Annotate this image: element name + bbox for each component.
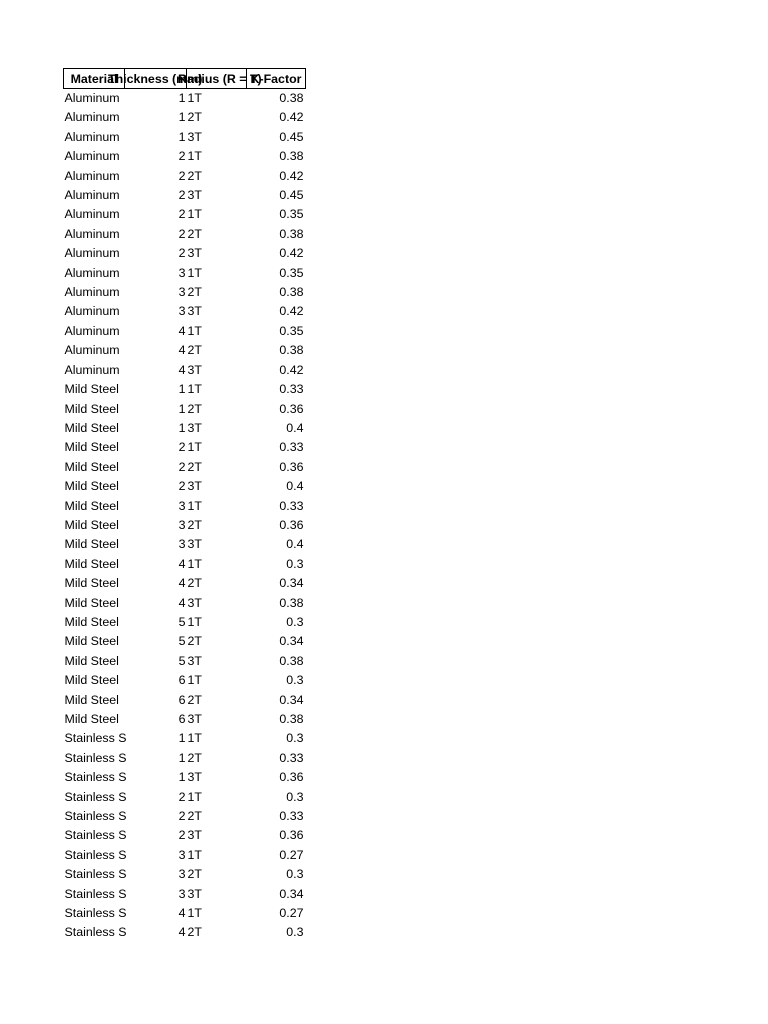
cell-thickness[interactable]: 2 — [178, 440, 186, 455]
table-row — [64, 225, 306, 244]
cell-thickness[interactable]: 2 — [178, 246, 186, 261]
cell-material[interactable]: Aluminum — [64, 304, 120, 319]
header-material: Material — [64, 69, 125, 89]
table-row — [64, 322, 306, 341]
header-thickness-text: Thickness (mm) — [108, 71, 203, 86]
table-row — [64, 923, 306, 942]
cell-radius[interactable]: 3T — [187, 653, 202, 668]
cell-k-factor[interactable]: 0.35 — [279, 265, 304, 280]
cell-radius[interactable]: 1T — [187, 614, 202, 629]
cell-thickness[interactable]: 1 — [178, 129, 186, 144]
table-row — [64, 691, 306, 710]
cell-material[interactable]: Mild Steel — [64, 634, 119, 649]
cell-material[interactable]: Aluminum — [64, 188, 120, 203]
table-row — [64, 788, 306, 807]
cell-k-factor[interactable]: 0.42 — [279, 168, 304, 183]
cell-k-factor[interactable]: 0.36 — [279, 401, 304, 416]
cell-k-factor[interactable]: 0.38 — [279, 712, 304, 726]
table-row — [64, 632, 306, 651]
cell-thickness[interactable]: 3 — [178, 517, 186, 532]
cell-thickness[interactable]: 3 — [178, 537, 186, 552]
cell-material[interactable]: Mild Steel — [64, 576, 119, 591]
header-row — [64, 69, 306, 89]
table-row — [64, 380, 306, 399]
cell-radius[interactable]: 1T — [187, 673, 202, 688]
cell-k-factor[interactable]: 0.38 — [279, 149, 304, 164]
cell-radius[interactable]: 1T — [187, 323, 202, 338]
cell-radius[interactable]: 1T — [187, 91, 202, 105]
cell-thickness[interactable]: 1 — [178, 91, 186, 105]
cell-radius[interactable]: 1T — [187, 149, 202, 164]
table-row — [64, 535, 306, 554]
cell-k-factor[interactable]: 0.3 — [286, 789, 304, 804]
cell-radius[interactable]: 3T — [187, 886, 202, 901]
cell-thickness[interactable]: 6 — [178, 712, 186, 726]
cell-thickness[interactable]: 3 — [178, 265, 186, 280]
cell-radius[interactable]: 2T — [187, 867, 202, 882]
cell-thickness[interactable]: 2 — [178, 168, 186, 183]
cell-k-factor[interactable]: 0.33 — [279, 750, 304, 765]
cell-thickness[interactable]: 1 — [178, 731, 186, 746]
table-row — [64, 341, 306, 360]
cell-radius[interactable]: 2T — [187, 809, 202, 824]
cell-thickness[interactable]: 5 — [178, 614, 186, 629]
cell-radius[interactable]: 3T — [187, 712, 202, 726]
cell-material[interactable]: Mild Steel — [64, 614, 119, 629]
table-row — [64, 807, 306, 826]
table-row — [64, 749, 306, 768]
cell-k-factor[interactable]: 0.35 — [279, 323, 304, 338]
cell-k-factor[interactable]: 0.4 — [286, 420, 304, 435]
cell-material[interactable]: Aluminum — [64, 129, 120, 144]
cell-k-factor[interactable]: 0.33 — [279, 440, 304, 455]
cell-k-factor[interactable]: 0.36 — [279, 828, 304, 843]
cell-k-factor[interactable]: 0.34 — [279, 634, 304, 649]
cell-radius[interactable]: 3T — [187, 304, 202, 319]
cell-k-factor[interactable]: 0.42 — [279, 110, 304, 125]
cell-material[interactable]: Mild Steel — [64, 692, 119, 707]
cell-radius[interactable]: 2T — [187, 634, 202, 649]
cell-radius[interactable]: 3T — [187, 246, 202, 261]
cell-k-factor[interactable]: 0.38 — [279, 653, 304, 668]
table-row — [64, 555, 306, 574]
table-row — [64, 438, 306, 457]
cell-material[interactable]: Aluminum — [64, 110, 120, 125]
table-row — [64, 147, 306, 166]
header-radius-text: Radius (R = T) — [178, 71, 262, 86]
cell-k-factor[interactable]: 0.38 — [279, 226, 304, 241]
cell-material[interactable]: Stainless S — [64, 731, 127, 746]
cell-k-factor[interactable]: 0.42 — [279, 304, 304, 319]
cell-radius[interactable]: 2T — [187, 226, 202, 241]
cell-radius[interactable]: 2T — [187, 459, 202, 474]
cell-material[interactable]: Stainless S — [64, 750, 127, 765]
cell-thickness[interactable]: 4 — [178, 906, 186, 921]
header-radius — [178, 69, 262, 89]
cell-radius[interactable]: 3T — [187, 129, 202, 144]
cell-radius[interactable]: 2T — [187, 692, 202, 707]
cell-material[interactable]: Mild Steel — [64, 440, 119, 455]
cell-material[interactable]: Mild Steel — [64, 459, 119, 474]
cell-material[interactable]: Mild Steel — [64, 712, 119, 726]
cell-k-factor[interactable]: 0.3 — [286, 731, 304, 746]
cell-k-factor[interactable]: 0.3 — [286, 673, 304, 688]
cell-k-factor[interactable]: 0.36 — [279, 459, 304, 474]
table-row — [64, 846, 306, 865]
cell-k-factor[interactable]: 0.4 — [286, 479, 304, 494]
cell-material[interactable]: Aluminum — [64, 168, 120, 183]
cell-radius[interactable]: 1T — [187, 789, 202, 804]
cell-thickness[interactable]: 1 — [178, 110, 186, 125]
cell-k-factor[interactable]: 0.38 — [279, 91, 304, 105]
cell-material[interactable]: Aluminum — [64, 323, 120, 338]
cell-k-factor[interactable]: 0.42 — [279, 362, 304, 377]
cell-radius[interactable]: 2T — [187, 517, 202, 532]
table-row — [64, 671, 306, 690]
cell-radius[interactable]: 2T — [187, 576, 202, 591]
cell-k-factor[interactable]: 0.45 — [279, 129, 304, 144]
cell-thickness[interactable]: 2 — [178, 479, 186, 494]
cell-thickness[interactable]: 2 — [178, 226, 186, 241]
cell-radius[interactable]: 2T — [187, 401, 202, 416]
cell-thickness[interactable]: 3 — [178, 867, 186, 882]
cell-k-factor[interactable]: 0.45 — [279, 188, 304, 203]
cell-thickness[interactable]: 1 — [178, 401, 186, 416]
cell-thickness[interactable]: 2 — [178, 207, 186, 222]
cell-material[interactable]: Mild Steel — [64, 479, 119, 494]
cell-radius[interactable]: 1T — [187, 265, 202, 280]
cell-thickness[interactable]: 5 — [178, 653, 186, 668]
cell-material[interactable]: Stainless S — [64, 867, 127, 882]
cell-material[interactable]: Mild Steel — [64, 498, 119, 513]
cell-material[interactable]: Aluminum — [64, 343, 120, 358]
cell-material[interactable]: Aluminum — [64, 207, 120, 222]
cell-k-factor[interactable]: 0.3 — [286, 867, 304, 882]
table-row — [64, 652, 306, 671]
cell-material[interactable]: Stainless S — [64, 828, 127, 843]
k-factor-table — [63, 68, 306, 943]
cell-material[interactable]: Aluminum — [64, 265, 120, 280]
header-k-factor: K-Factor — [247, 69, 306, 89]
cell-radius[interactable]: 3T — [187, 595, 202, 610]
table-row — [64, 885, 306, 904]
table-row — [64, 516, 306, 535]
cell-radius[interactable]: 3T — [187, 770, 202, 785]
cell-material[interactable]: Aluminum — [64, 149, 120, 164]
cell-k-factor[interactable]: 0.33 — [279, 809, 304, 824]
cell-k-factor[interactable]: 0.42 — [279, 246, 304, 261]
table-body — [64, 89, 306, 943]
cell-thickness[interactable]: 4 — [178, 595, 186, 610]
cell-thickness[interactable]: 3 — [178, 304, 186, 319]
cell-material[interactable]: Mild Steel — [64, 537, 119, 552]
table-row — [64, 89, 306, 109]
cell-k-factor[interactable]: 0.3 — [286, 614, 304, 629]
cell-material[interactable]: Mild Steel — [64, 517, 119, 532]
table-row — [64, 710, 306, 729]
table-row — [64, 458, 306, 477]
cell-thickness[interactable]: 4 — [178, 362, 186, 377]
cell-thickness[interactable]: 2 — [178, 149, 186, 164]
cell-material[interactable]: Stainless S — [64, 847, 127, 862]
cell-thickness[interactable]: 4 — [178, 576, 186, 591]
cell-radius[interactable]: 3T — [187, 479, 202, 494]
table-row — [64, 128, 306, 147]
cell-k-factor[interactable]: 0.27 — [279, 847, 304, 862]
cell-k-factor[interactable]: 0.34 — [279, 576, 304, 591]
cell-k-factor[interactable]: 0.36 — [279, 770, 304, 785]
cell-thickness[interactable]: 3 — [178, 498, 186, 513]
cell-material[interactable]: Mild Steel — [64, 653, 119, 668]
cell-thickness[interactable]: 2 — [178, 809, 186, 824]
table-row — [64, 613, 306, 632]
cell-k-factor[interactable]: 0.38 — [279, 595, 304, 610]
cell-material[interactable]: Aluminum — [64, 362, 120, 377]
cell-k-factor[interactable]: 0.27 — [279, 906, 304, 921]
cell-thickness[interactable]: 3 — [178, 847, 186, 862]
cell-k-factor[interactable]: 0.36 — [279, 517, 304, 532]
cell-material[interactable]: Aluminum — [64, 226, 120, 241]
cell-radius[interactable]: 3T — [187, 188, 202, 203]
table-row — [64, 826, 306, 845]
table-row — [64, 283, 306, 302]
cell-radius[interactable]: 2T — [187, 925, 202, 940]
cell-k-factor[interactable]: 0.38 — [279, 285, 304, 300]
table-row — [64, 904, 306, 923]
cell-material[interactable]: Mild Steel — [64, 556, 119, 571]
cell-k-factor[interactable]: 0.34 — [279, 692, 304, 707]
cell-material[interactable]: Aluminum — [64, 246, 120, 261]
table-row — [64, 167, 306, 186]
table-row — [64, 244, 306, 263]
table-row — [64, 108, 306, 127]
cell-thickness[interactable]: 2 — [178, 188, 186, 203]
cell-thickness[interactable]: 4 — [178, 343, 186, 358]
cell-thickness[interactable]: 2 — [178, 789, 186, 804]
table-row — [64, 264, 306, 283]
table-row — [64, 205, 306, 224]
cell-radius[interactable]: 3T — [187, 420, 202, 435]
cell-k-factor[interactable]: 0.34 — [279, 886, 304, 901]
cell-thickness[interactable]: 6 — [178, 673, 186, 688]
cell-k-factor[interactable]: 0.4 — [286, 537, 304, 552]
cell-material[interactable]: Stainless S — [64, 906, 127, 921]
cell-k-factor[interactable]: 0.3 — [286, 556, 304, 571]
cell-radius[interactable]: 1T — [187, 847, 202, 862]
cell-k-factor[interactable]: 0.33 — [279, 498, 304, 513]
cell-radius[interactable]: 1T — [187, 731, 202, 746]
cell-thickness[interactable]: 1 — [178, 770, 186, 785]
cell-thickness[interactable]: 3 — [178, 886, 186, 901]
cell-radius[interactable]: 1T — [187, 498, 202, 513]
cell-material[interactable]: Stainless S — [64, 789, 127, 804]
cell-radius[interactable]: 1T — [187, 556, 202, 571]
table-row — [64, 302, 306, 321]
cell-thickness[interactable]: 1 — [178, 382, 186, 397]
cell-radius[interactable]: 3T — [187, 537, 202, 552]
table-row — [64, 729, 306, 748]
table-row — [64, 419, 306, 438]
cell-radius[interactable]: 2T — [187, 285, 202, 300]
cell-radius[interactable]: 1T — [187, 906, 202, 921]
cell-material[interactable]: Aluminum — [64, 285, 120, 300]
table-row — [64, 186, 306, 205]
cell-material[interactable]: Mild Steel — [64, 673, 119, 688]
cell-material[interactable]: Stainless S — [64, 809, 127, 824]
cell-radius[interactable]: 1T — [187, 382, 202, 397]
cell-radius[interactable]: 3T — [187, 362, 202, 377]
cell-k-factor[interactable]: 0.33 — [279, 382, 304, 397]
cell-material[interactable]: Mild Steel — [64, 420, 119, 435]
cell-radius[interactable]: 2T — [187, 110, 202, 125]
cell-thickness[interactable]: 5 — [178, 634, 186, 649]
spreadsheet-sheet — [63, 68, 305, 943]
cell-material[interactable]: Mild Steel — [64, 595, 119, 610]
cell-material[interactable]: Stainless S — [64, 925, 127, 940]
cell-radius[interactable]: 1T — [187, 440, 202, 455]
cell-thickness[interactable]: 3 — [178, 285, 186, 300]
table-row — [64, 400, 306, 419]
cell-radius[interactable]: 2T — [187, 750, 202, 765]
table-row — [64, 361, 306, 380]
table-row — [64, 768, 306, 787]
cell-thickness[interactable]: 6 — [178, 692, 186, 707]
cell-k-factor[interactable]: 0.3 — [286, 925, 304, 940]
cell-radius[interactable]: 2T — [187, 168, 202, 183]
cell-thickness[interactable]: 1 — [178, 420, 186, 435]
cell-radius[interactable]: 3T — [187, 828, 202, 843]
cell-thickness[interactable]: 4 — [178, 323, 186, 338]
cell-thickness[interactable]: 2 — [178, 828, 186, 843]
table-row — [64, 865, 306, 884]
cell-material[interactable]: Stainless S — [64, 770, 127, 785]
cell-thickness[interactable]: 2 — [178, 459, 186, 474]
cell-k-factor[interactable]: 0.35 — [279, 207, 304, 222]
cell-material[interactable]: Stainless S — [64, 886, 127, 901]
cell-radius[interactable]: 1T — [187, 207, 202, 222]
table-row — [64, 574, 306, 593]
cell-radius[interactable]: 2T — [187, 343, 202, 358]
cell-thickness[interactable]: 1 — [178, 750, 186, 765]
cell-material[interactable]: Mild Steel — [64, 382, 119, 397]
cell-material[interactable]: Mild Steel — [64, 401, 119, 416]
table-row — [64, 477, 306, 496]
table-row — [64, 497, 306, 516]
cell-thickness[interactable]: 4 — [178, 556, 186, 571]
table-row — [64, 594, 306, 613]
cell-k-factor[interactable]: 0.38 — [279, 343, 304, 358]
cell-thickness[interactable]: 4 — [178, 925, 186, 940]
cell-material[interactable]: Aluminum — [64, 91, 120, 105]
